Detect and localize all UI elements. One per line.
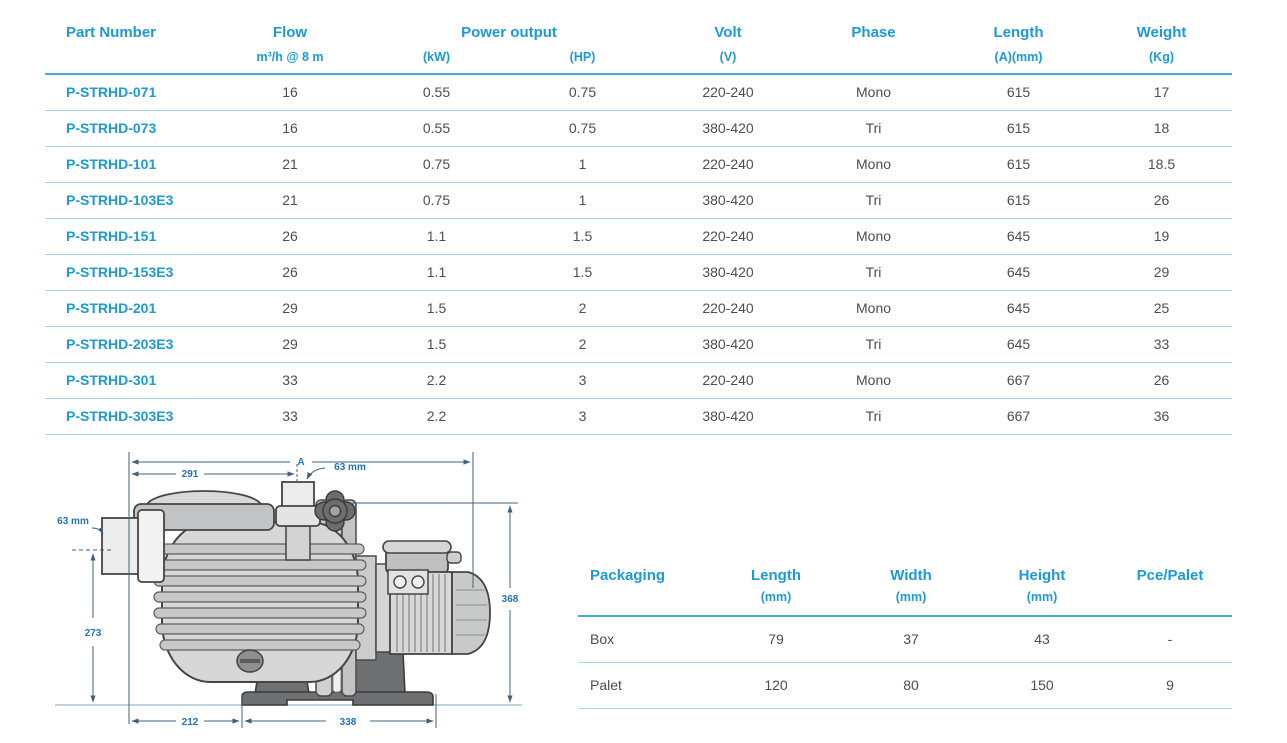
pump-motor: [356, 541, 490, 660]
value-cell: Mono: [801, 74, 946, 110]
value-cell: 667: [946, 398, 1091, 434]
value-cell: 615: [946, 146, 1091, 182]
unit-flow: m³/h @ 8 m: [217, 46, 363, 74]
col-header-pce-palet: Pce/Palet: [1136, 566, 1204, 584]
value-cell: 220-240: [655, 218, 801, 254]
spec-units-row: [45, 46, 1232, 74]
value-cell: 33: [217, 398, 363, 434]
packaging-type-cell: Palet: [578, 662, 706, 708]
unit-pack-length: (mm): [706, 586, 846, 616]
packaging-table: [578, 556, 1232, 709]
value-cell: Tri: [801, 254, 946, 290]
col-header-length: Length: [993, 23, 1044, 41]
value-cell: Mono: [801, 290, 946, 326]
value-cell: Mono: [801, 362, 946, 398]
value-cell: 615: [946, 110, 1091, 146]
value-cell: 18: [1091, 110, 1232, 146]
value-cell: 26: [217, 218, 363, 254]
dim-label-overall: A: [297, 457, 305, 468]
table-row: [45, 74, 1232, 110]
col-header-weight: Weight: [1136, 23, 1187, 41]
unit-volt: (V): [655, 46, 801, 74]
value-cell: 33: [217, 362, 363, 398]
value-cell: 33: [1091, 326, 1232, 362]
value-cell: Tri: [801, 110, 946, 146]
value-cell: 26: [1091, 182, 1232, 218]
col-header-packaging: Packaging: [590, 566, 666, 584]
packaging-table-body: [578, 616, 1232, 708]
part-number-cell: P-STRHD-201: [45, 290, 217, 326]
value-cell: 380-420: [655, 182, 801, 218]
value-cell: 36: [1091, 398, 1232, 434]
table-row: [45, 326, 1232, 362]
value-cell: 220-240: [655, 146, 801, 182]
col-header-flow: Flow: [272, 23, 308, 41]
dim-label-338: 338: [339, 717, 357, 728]
value-cell: 645: [946, 254, 1091, 290]
value-cell: 3: [510, 362, 655, 398]
value-cell: 37: [846, 616, 976, 662]
value-cell: 3: [510, 398, 655, 434]
value-cell: 79: [706, 616, 846, 662]
value-cell: 26: [217, 254, 363, 290]
part-number-cell: P-STRHD-103E3: [45, 182, 217, 218]
value-cell: 2.2: [363, 362, 510, 398]
value-cell: 120: [706, 662, 846, 708]
value-cell: 19: [1091, 218, 1232, 254]
value-cell: 2.2: [363, 398, 510, 434]
packaging-type-cell: Box: [578, 616, 706, 662]
value-cell: 645: [946, 290, 1091, 326]
table-row: [45, 254, 1232, 290]
value-cell: 220-240: [655, 74, 801, 110]
value-cell: 80: [846, 662, 976, 708]
value-cell: 0.55: [363, 74, 510, 110]
value-cell: 9: [1108, 662, 1232, 708]
value-cell: Tri: [801, 326, 946, 362]
table-row: [45, 146, 1232, 182]
col-header-pack-width: Width: [890, 566, 932, 584]
value-cell: 1.5: [363, 326, 510, 362]
spec-table-body: [45, 74, 1232, 434]
packaging-header-row: [578, 556, 1232, 586]
value-cell: 1: [510, 146, 655, 182]
value-cell: 380-420: [655, 110, 801, 146]
value-cell: 645: [946, 326, 1091, 362]
table-row: [578, 662, 1232, 708]
value-cell: 0.75: [510, 74, 655, 110]
value-cell: 2: [510, 290, 655, 326]
table-row: [45, 398, 1232, 434]
table-row: [45, 110, 1232, 146]
part-number-cell: P-STRHD-071: [45, 74, 217, 110]
inlet-port: [102, 510, 164, 582]
value-cell: 645: [946, 218, 1091, 254]
value-cell: 43: [976, 616, 1108, 662]
value-cell: 0.75: [510, 110, 655, 146]
value-cell: 1.5: [510, 218, 655, 254]
value-cell: Tri: [801, 398, 946, 434]
unit-part-number: [45, 46, 217, 74]
unit-kw: (kW): [363, 46, 510, 74]
value-cell: Mono: [801, 218, 946, 254]
value-cell: 1.5: [363, 290, 510, 326]
unit-pce-palet: [1108, 586, 1232, 616]
value-cell: 667: [946, 362, 1091, 398]
motor-end-cap: [452, 572, 490, 654]
value-cell: -: [1108, 616, 1232, 662]
value-cell: 615: [946, 74, 1091, 110]
value-cell: Mono: [801, 146, 946, 182]
value-cell: 16: [217, 74, 363, 110]
table-row: [45, 290, 1232, 326]
pump-body: [154, 522, 366, 682]
value-cell: 26: [1091, 362, 1232, 398]
value-cell: 29: [1091, 254, 1232, 290]
value-cell: 1.1: [363, 254, 510, 290]
dim-label-273: 273: [84, 628, 102, 639]
spec-table: [45, 12, 1232, 435]
unit-length: (A)(mm): [946, 46, 1091, 74]
packaging-units-row: [578, 586, 1232, 616]
value-cell: 1.5: [510, 254, 655, 290]
value-cell: 380-420: [655, 254, 801, 290]
value-cell: 220-240: [655, 290, 801, 326]
value-cell: 2: [510, 326, 655, 362]
table-row: [45, 362, 1232, 398]
col-header-phase: Phase: [851, 23, 896, 41]
part-number-cell: P-STRHD-301: [45, 362, 217, 398]
dim-label-63-top: 63 mm: [334, 462, 366, 473]
value-cell: 16: [217, 110, 363, 146]
dim-label-63-left: 63 mm: [57, 516, 89, 527]
table-row: [45, 218, 1232, 254]
unit-pack-height: (mm): [976, 586, 1108, 616]
dim-label-212: 212: [181, 717, 199, 728]
value-cell: 0.75: [363, 182, 510, 218]
spec-header-row: [45, 12, 1232, 46]
value-cell: 25: [1091, 290, 1232, 326]
value-cell: 380-420: [655, 326, 801, 362]
pump-dimension-diagram: [50, 448, 528, 740]
col-header-pack-height: Height: [1018, 566, 1066, 584]
value-cell: 18.5: [1091, 146, 1232, 182]
unit-phase: [801, 46, 946, 74]
unit-hp: (HP): [510, 46, 655, 74]
col-header-volt: Volt: [714, 23, 742, 41]
value-cell: 29: [217, 326, 363, 362]
dim-label-368: 368: [501, 594, 519, 605]
value-cell: 0.55: [363, 110, 510, 146]
part-number-cell: P-STRHD-303E3: [45, 398, 217, 434]
value-cell: 29: [217, 290, 363, 326]
unit-weight: (Kg): [1091, 46, 1232, 74]
table-row: [578, 616, 1232, 662]
value-cell: 21: [217, 146, 363, 182]
value-cell: 380-420: [655, 398, 801, 434]
part-number-cell: P-STRHD-101: [45, 146, 217, 182]
value-cell: 17: [1091, 74, 1232, 110]
col-header-pack-length: Length: [751, 566, 801, 584]
part-number-cell: P-STRHD-153E3: [45, 254, 217, 290]
value-cell: 1.1: [363, 218, 510, 254]
dim-label-291: 291: [181, 469, 199, 480]
value-cell: 1: [510, 182, 655, 218]
col-header-part-number: Part Number: [66, 23, 157, 41]
part-number-cell: P-STRHD-073: [45, 110, 217, 146]
table-row: [45, 182, 1232, 218]
value-cell: 21: [217, 182, 363, 218]
col-header-power-output: Power output: [461, 23, 557, 41]
value-cell: 0.75: [363, 146, 510, 182]
unit-pack-width: (mm): [846, 586, 976, 616]
part-number-cell: P-STRHD-151: [45, 218, 217, 254]
value-cell: 150: [976, 662, 1108, 708]
value-cell: 220-240: [655, 362, 801, 398]
value-cell: Tri: [801, 182, 946, 218]
unit-packaging: [578, 586, 706, 616]
part-number-cell: P-STRHD-203E3: [45, 326, 217, 362]
value-cell: 615: [946, 182, 1091, 218]
